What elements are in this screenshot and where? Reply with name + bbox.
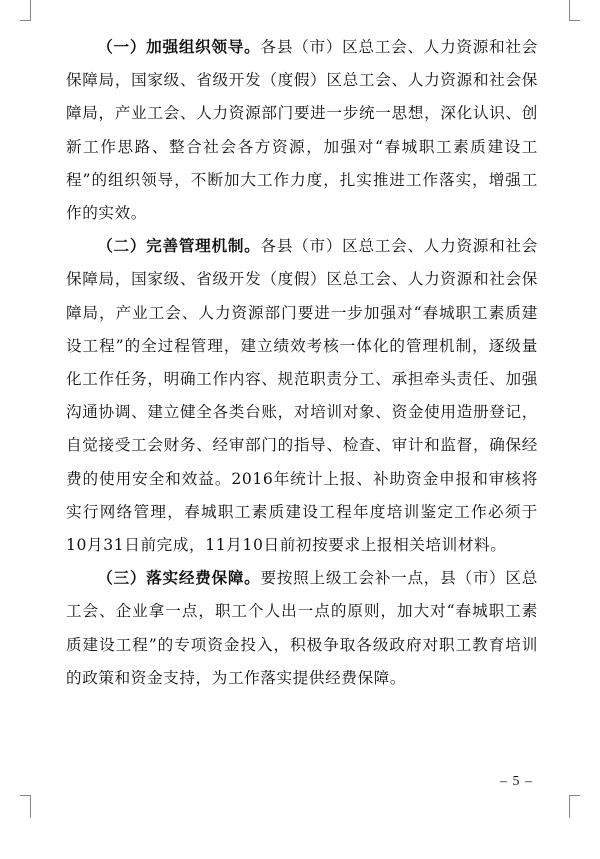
section-heading-2: （二）完善管理机制。 <box>97 237 261 256</box>
section-body-2: 各县（市）区总工会、人力资源和社会保障局，国家级、省级开发（度假）区总工会、人力资源和社会保障局，产业工会、人力资源部门要进一步加强对“春城职工素质建设工程”的全过程管理，建立绩效考核一体化的管理机制，逐级量化工作任务，明确工作内容、规范职责分工、承担牵头责任、加强沟通协调、建立健全各类台账，对培训对象、资金使用造册登记，自觉接受工会财务、经审部门的指导、检查、审计和监督，确保经费的使用安全和效益。2016年统计上报、补助资金申报和审核将实行网络管理，春城职工素质建设工程年度培训鉴定工作必须于10月31日前完成，11月10日前初按要求上报相关培训材料。 <box>66 237 538 555</box>
page-number: – 5 – <box>500 774 533 789</box>
crop-mark-top-right <box>569 0 580 21</box>
crop-mark-bottom-right <box>569 795 580 818</box>
section-body-3: 要按照上级工会补一点，县（市）区总工会、企业拿一点，职工个人出一点的原则，加大对“春城职工素质建设工程”的专项资金投入，积极争取各级政府对职工教育培训的政策和资金支持，为工作落实提供经费保障。 <box>66 569 538 687</box>
crop-mark-top-left <box>20 0 31 21</box>
section-paragraph-1 <box>66 31 538 230</box>
document-body <box>66 31 538 695</box>
crop-mark-bottom-left <box>20 795 31 818</box>
section-heading-3: （三）落实经费保障。 <box>97 569 261 588</box>
section-heading-1: （一）加强组织领导。 <box>97 38 261 56</box>
section-paragraph-2 <box>66 230 538 562</box>
section-body-1: 各县（市）区总工会、人力资源和社会保障局，国家级、省级开发（度假）区总工会、人力资源和社会保障局，产业工会、人力资源部门要进一步统一思想，深化认识、创新工作思路、整合社会各方资源，加强对“春城职工素质建设工程”的组织领导，不断加大工作力度，扎实推进工作落实，增强工作的实效。 <box>66 38 538 223</box>
section-paragraph-3 <box>66 562 538 695</box>
